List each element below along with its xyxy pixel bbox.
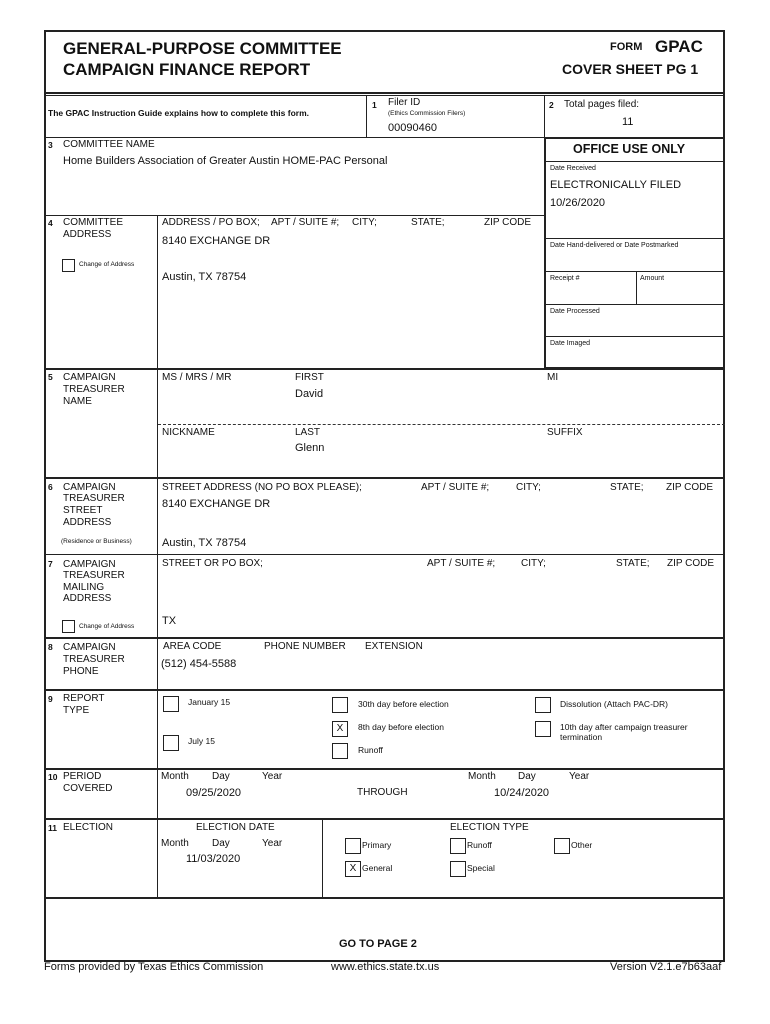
footer-version: Version V2.1.e7b63aaf bbox=[610, 961, 722, 973]
form-title-line2: CAMPAIGN FINANCE REPORT bbox=[63, 60, 311, 79]
8th-day-checkbox[interactable]: X bbox=[332, 721, 348, 737]
filing-status: ELECTRONICALLY FILED bbox=[550, 179, 682, 191]
treasurer-first-name[interactable]: David bbox=[295, 388, 324, 400]
form-label: FORM bbox=[610, 41, 643, 53]
office-use-title: OFFICE USE ONLY bbox=[573, 142, 686, 156]
treasurer-mailing-value[interactable]: TX bbox=[162, 615, 177, 627]
treasurer-street-line2[interactable]: Austin, TX 78754 bbox=[162, 537, 247, 549]
total-pages-value[interactable]: 11 bbox=[622, 116, 634, 128]
hand-delivered-label: Date Hand-delivered or Date Postmarked bbox=[550, 242, 679, 249]
july-15-checkbox[interactable] bbox=[163, 735, 179, 751]
instruction-text: The GPAC Instruction Guide explains how to complete this form. bbox=[48, 108, 310, 118]
30th-day-checkbox[interactable] bbox=[332, 697, 348, 713]
period-from-date[interactable]: 09/25/2020 bbox=[186, 787, 242, 799]
header-divider bbox=[44, 92, 725, 94]
period-to-date[interactable]: 10/24/2020 bbox=[494, 787, 550, 799]
filing-date: 10/26/2020 bbox=[550, 197, 606, 209]
footer-left: Forms provided by Texas Ethics Commission bbox=[44, 961, 264, 973]
footer-url[interactable]: www.ethics.state.tx.us bbox=[331, 961, 440, 973]
mailing-change-of-address-checkbox[interactable] bbox=[62, 620, 75, 633]
form-code: GPAC bbox=[655, 37, 703, 56]
receipt-label: Receipt # bbox=[550, 275, 580, 282]
treasurer-phone-value[interactable]: (512) 454-5588 bbox=[161, 658, 237, 670]
primary-checkbox[interactable] bbox=[345, 838, 361, 854]
total-pages-label: Total pages filed: bbox=[564, 99, 640, 110]
treasurer-street-line1[interactable]: 8140 EXCHANGE DR bbox=[162, 498, 271, 510]
cover-sheet-label: COVER SHEET PG 1 bbox=[562, 61, 699, 77]
date-imaged-label: Date Imaged bbox=[550, 340, 591, 347]
date-received-label: Date Received bbox=[550, 165, 596, 172]
committee-address-line2[interactable]: Austin, TX 78754 bbox=[162, 271, 247, 283]
change-of-address-checkbox[interactable] bbox=[62, 259, 75, 272]
dissolution-checkbox[interactable] bbox=[535, 697, 551, 713]
january-15-checkbox[interactable] bbox=[163, 696, 179, 712]
form-title-line1: GENERAL-PURPOSE COMMITTEE bbox=[63, 39, 342, 58]
election-date-value[interactable]: 11/03/2020 bbox=[186, 853, 241, 865]
go-to-page-2: GO TO PAGE 2 bbox=[339, 938, 417, 950]
special-checkbox[interactable] bbox=[450, 861, 466, 877]
committee-name-value[interactable]: Home Builders Association of Greater Austin HOME-PAC Personal bbox=[63, 155, 388, 167]
committee-name-label: COMMITTEE NAME bbox=[63, 139, 155, 150]
amount-label: Amount bbox=[640, 275, 665, 282]
filer-id-sublabel: (Ethics Commission Filers) bbox=[388, 110, 466, 117]
treasurer-last-name[interactable]: Glenn bbox=[295, 442, 325, 454]
date-processed-label: Date Processed bbox=[550, 308, 600, 315]
header-divider-2 bbox=[44, 95, 725, 96]
general-checkbox[interactable]: X bbox=[345, 861, 361, 877]
other-checkbox[interactable] bbox=[554, 838, 570, 854]
committee-address-line1[interactable]: 8140 EXCHANGE DR bbox=[162, 235, 271, 247]
filer-id-label: Filer ID bbox=[388, 97, 421, 108]
runoff-checkbox[interactable] bbox=[332, 743, 348, 759]
election-runoff-checkbox[interactable] bbox=[450, 838, 466, 854]
filer-id-value[interactable]: 00090460 bbox=[388, 122, 437, 134]
10th-day-checkbox[interactable] bbox=[535, 721, 551, 737]
